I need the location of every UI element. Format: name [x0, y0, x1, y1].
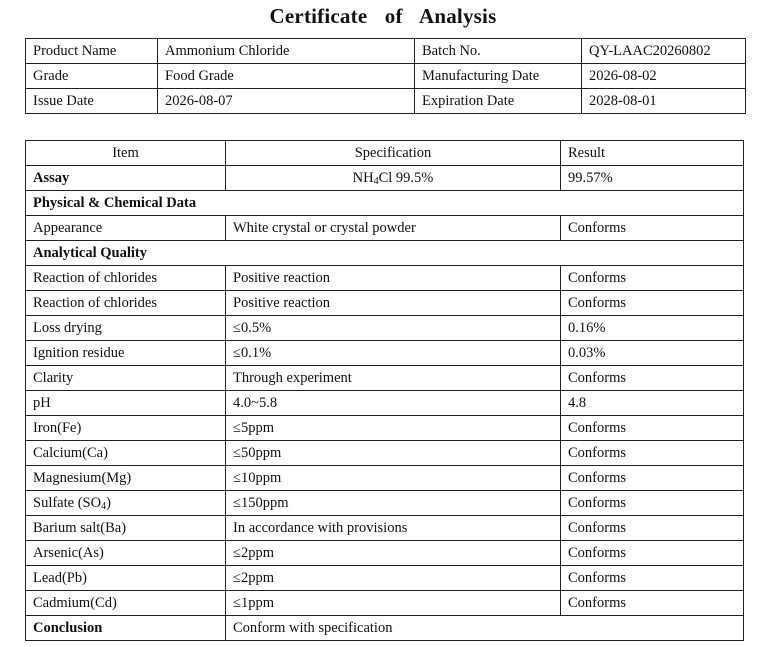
document-title: Certificate of Analysis: [269, 4, 497, 28]
assay-spec-prefix: NH: [352, 169, 374, 186]
cell-result: Conforms: [561, 366, 744, 391]
cell-specification: ≤10ppm: [226, 466, 561, 491]
info-label1: Issue Date: [26, 89, 158, 114]
info-value1: Food Grade: [158, 64, 415, 89]
cell-item: Magnesium(Mg): [26, 466, 226, 491]
table-row: [26, 466, 744, 491]
table-row: [26, 516, 744, 541]
table-row: [26, 341, 744, 366]
appearance-result: Conforms: [561, 216, 744, 241]
sulfate-item-sub: 4: [101, 500, 107, 512]
cell-result: Conforms: [561, 266, 744, 291]
cell-result: Conforms: [561, 516, 744, 541]
cell-result: Conforms: [561, 541, 744, 566]
cell-specification: 4.0~5.8: [226, 391, 561, 416]
cell-result: Conforms: [561, 441, 744, 466]
appearance-specification: White crystal or crystal powder: [226, 216, 561, 241]
cell-specification: Positive reaction: [226, 266, 561, 291]
assay-spec-sub: 4: [373, 175, 379, 187]
header-item: Item: [26, 141, 226, 166]
assay-spec-suffix: Cl 99.5%: [378, 169, 434, 186]
cell-item: pH: [26, 391, 226, 416]
header-specification: Specification: [226, 141, 561, 166]
table-row: [26, 366, 744, 391]
sulfate-result: Conforms: [561, 491, 744, 516]
cell-specification: ≤0.1%: [226, 341, 561, 366]
cell-result: Conforms: [561, 591, 744, 616]
cell-result: 0.16%: [561, 316, 744, 341]
info-value1: 2026-08-07: [158, 89, 415, 114]
cell-specification: ≤0.5%: [226, 316, 561, 341]
table-row: [26, 416, 744, 441]
info-value2: QY-LAAC20260802: [582, 39, 746, 64]
table-row: [26, 591, 744, 616]
cell-item: Calcium(Ca): [26, 441, 226, 466]
cell-result: Conforms: [561, 416, 744, 441]
table-row: [26, 441, 744, 466]
section-row-physical: [26, 191, 744, 216]
conclusion-specification: Conform with specification: [226, 616, 744, 641]
cell-result: Conforms: [561, 291, 744, 316]
cell-result: Conforms: [561, 466, 744, 491]
conclusion-row: [26, 616, 744, 641]
info-row: [26, 39, 746, 64]
cell-specification: ≤5ppm: [226, 416, 561, 441]
cell-item: Barium salt(Ba): [26, 516, 226, 541]
cell-item: Reaction of chlorides: [26, 266, 226, 291]
cell-item: Clarity: [26, 366, 226, 391]
cell-specification: ≤2ppm: [226, 566, 561, 591]
table-row: [26, 291, 744, 316]
sulfate-item-prefix: Sulfate (SO: [33, 494, 102, 511]
info-row: [26, 64, 746, 89]
table-row: [26, 566, 744, 591]
cell-result: 0.03%: [561, 341, 744, 366]
table-row: [26, 316, 744, 341]
assay-result: 99.57%: [561, 166, 744, 191]
info-value2: 2026-08-02: [582, 64, 746, 89]
conclusion-item: Conclusion: [26, 616, 226, 641]
section-physical-chemical: Physical & Chemical Data: [26, 191, 744, 216]
product-info-table: [25, 38, 746, 114]
assay-specification: [226, 166, 561, 191]
info-label1: Product Name: [26, 39, 158, 64]
table-row: [26, 541, 744, 566]
info-label1: Grade: [26, 64, 158, 89]
cell-item: Iron(Fe): [26, 416, 226, 441]
assay-item: Assay: [26, 166, 226, 191]
info-label2: Expiration Date: [415, 89, 582, 114]
info-value1: Ammonium Chloride: [158, 39, 415, 64]
table-row: [26, 266, 744, 291]
cell-specification: In accordance with provisions: [226, 516, 561, 541]
section-analytical-quality: Analytical Quality: [26, 241, 744, 266]
appearance-row: [26, 216, 744, 241]
cell-specification: ≤1ppm: [226, 591, 561, 616]
header-row: [26, 141, 744, 166]
sulfate-row: [26, 491, 744, 516]
sulfate-item: [26, 491, 226, 516]
cell-item: Loss drying: [26, 316, 226, 341]
cell-item: Lead(Pb): [26, 566, 226, 591]
cell-item: Cadmium(Cd): [26, 591, 226, 616]
cell-specification: Through experiment: [226, 366, 561, 391]
cell-item: Arsenic(As): [26, 541, 226, 566]
cell-item: Ignition residue: [26, 341, 226, 366]
sulfate-specification: ≤150ppm: [226, 491, 561, 516]
sulfate-item-suffix: ): [106, 494, 111, 511]
table-row: [26, 391, 744, 416]
cell-item: Reaction of chlorides: [26, 291, 226, 316]
cell-result: Conforms: [561, 566, 744, 591]
info-value2: 2028-08-01: [582, 89, 746, 114]
cell-specification: Positive reaction: [226, 291, 561, 316]
info-label2: Manufacturing Date: [415, 64, 582, 89]
cell-specification: ≤50ppm: [226, 441, 561, 466]
section-row-analytical: [26, 241, 744, 266]
appearance-item: Appearance: [26, 216, 226, 241]
header-result: Result: [561, 141, 744, 166]
info-row: [26, 89, 746, 114]
analysis-table: [25, 140, 744, 641]
assay-row: [26, 166, 744, 191]
info-label2: Batch No.: [415, 39, 582, 64]
cell-specification: ≤2ppm: [226, 541, 561, 566]
cell-result: 4.8: [561, 391, 744, 416]
